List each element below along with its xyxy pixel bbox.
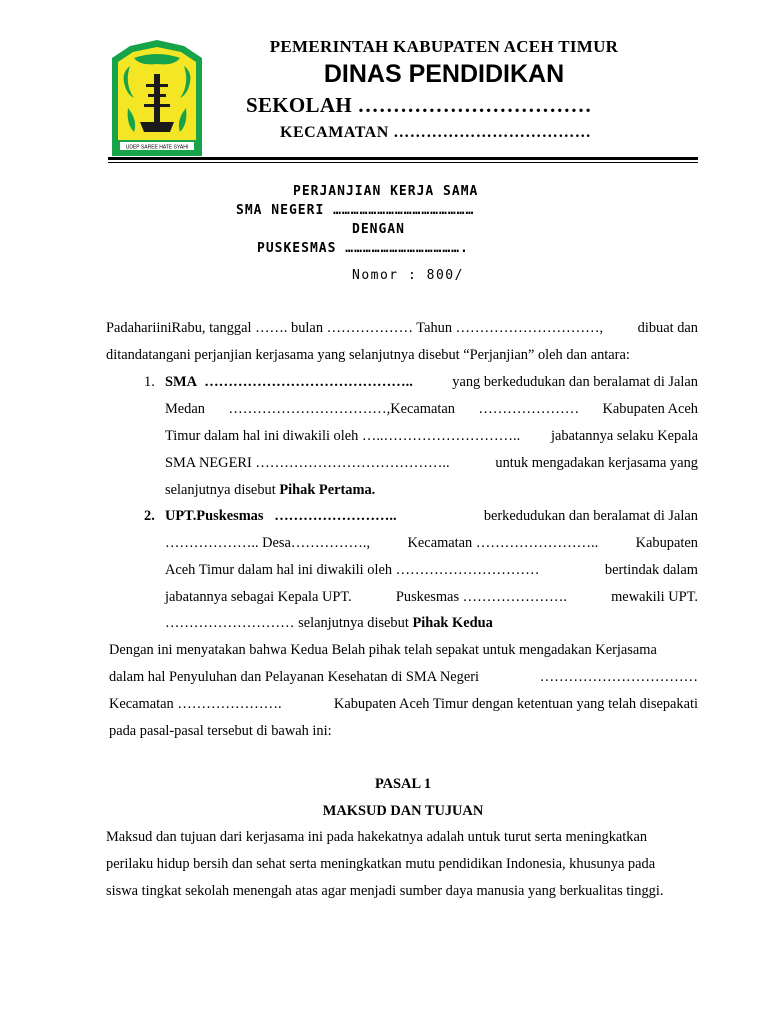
title-agreement: PERJANJIAN KERJA SAMA (293, 184, 479, 199)
title-school: SMA NEGERI ………………………………………… (236, 203, 475, 218)
header-department: DINAS PENDIDIKAN (323, 60, 565, 88)
agreement-line-1: Dengan ini menyatakan bahwa Kedua Belah pihak telah sepakat untuk mengadakan Kerjasama (109, 642, 657, 658)
logo-motto: UDEP SAREE HATE SYAHI (125, 144, 189, 151)
agreement-line-3: Kecamatan …………………. Kabupaten Aceh Timur dengan ketentuan yang telah disepakati (109, 696, 698, 712)
header-district: KECAMATAN ……………………………… (280, 124, 592, 141)
party2-line-5: ……………………… selanjutnya disebut Pihak Kedua (165, 615, 493, 631)
party1-line-5: selanjutnya disebut Pihak Pertama. (165, 482, 376, 498)
agreement-line-4: pada pasal-pasal tersebut di bawah ini: (109, 723, 332, 739)
party1-number: 1. (144, 374, 155, 390)
party1-line-1: SMA …………………………………….. yang berkedudukan dan beralamat di Jalan (165, 374, 698, 390)
header-rule-thick (108, 157, 698, 160)
header-school: SEKOLAH …………………………… (246, 93, 592, 117)
party2-number: 2. (144, 508, 155, 524)
header-rule-thin (108, 162, 698, 163)
party1-line-2: Medan ……………………………,Kecamatan ………………… Kabupaten Aceh (165, 401, 698, 417)
party2-line-4: jabatannya sebagai Kepala UPT. Puskesmas …………………. mewakili UPT. (165, 589, 698, 605)
pasal-1-title: PASAL 1 (374, 776, 432, 792)
pasal-1-subtitle: MAKSUD DAN TUJUAN (322, 803, 484, 819)
header-government: PEMERINTAH KABUPATEN ACEH TIMUR (269, 37, 619, 56)
intro-line-2: ditandatangani perjanjian kerjasama yang selanjutnya disebut “Perjanjian” oleh dan antara: (106, 347, 630, 363)
agreement-line-2: dalam hal Penyuluhan dan Pelayanan Kesehatan di SMA Negeri …………………………… (109, 669, 698, 685)
pasal-1-line-1: Maksud dan tujuan dari kerjasama ini pada hakekatnya adalah untuk turut serta meningkatkan (106, 829, 648, 845)
title-with: DENGAN (352, 222, 405, 237)
party2-line-2: ……………….. Desa……………., Kecamatan …………………….. Kabupaten (165, 535, 698, 551)
party1-line-3: Timur dalam hal ini diwakili oleh …..……………………….. jabatannya selaku Kepala (165, 428, 698, 444)
pasal-1-line-2: perilaku hidup bersih dan sehat serta meningkatkan mutu pendidikan Indonesia, khusunya pada (106, 856, 656, 872)
party1-line-4: SMA NEGERI ………………………………….. untuk mengadakan kerjasama yang (165, 455, 698, 471)
title-puskesmas: PUSKESMAS …………………………………. (257, 241, 469, 256)
title-number: Nomor : 800/ (352, 268, 464, 283)
pasal-1-line-3: siswa tingkat sekolah menengah atas agar menjadi sumber daya manusia yang berkualitas tinggi. (106, 883, 664, 899)
party2-line-1: UPT.Puskesmas …………………….. berkedudukan dan beralamat di Jalan (165, 508, 698, 524)
intro-line-1: PadahariiniRabu, tanggal ……. bulan ……………… Tahun …………………………, dibuat dan (106, 320, 698, 336)
party2-line-3: Aceh Timur dalam hal ini diwakili oleh ………………………… bertindak dalam (165, 562, 698, 578)
